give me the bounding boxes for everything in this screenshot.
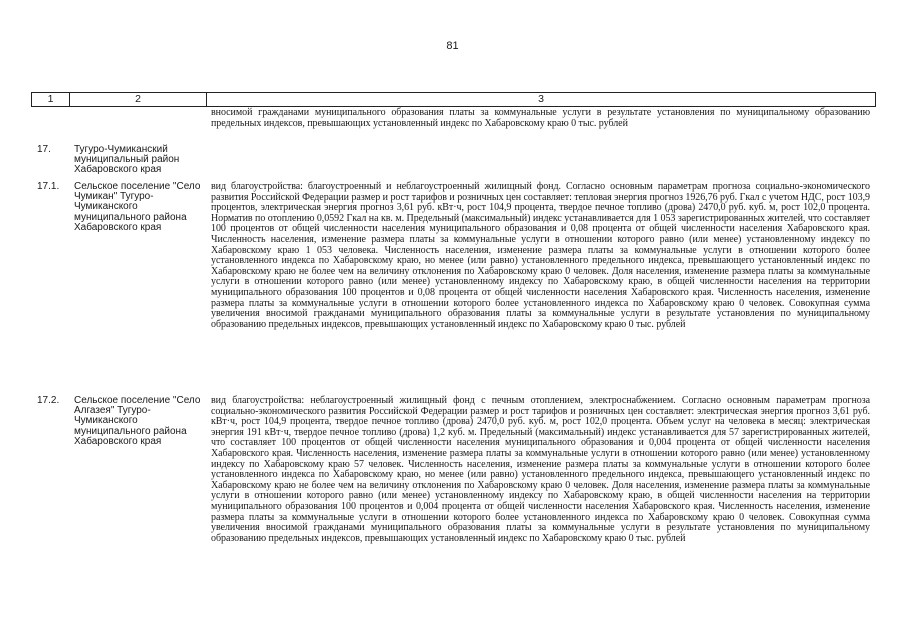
row-description — [206, 145, 876, 182]
municipality-name — [69, 108, 206, 145]
row-description: вид благоустройства: благоустроенный и неблагоустроенный жилищный фонд. Согласно основным параметрам прогноза социально-экономического развития Российской Федерации размер и рост тарифов и розничных цен составляет: тепловая энергия прогноз 1926,76 руб. Гкал с учетом НДС, рост 103,9 процентов, электрическая энергия прогноз 3,61 руб. кВт·ч, рост 104,9 процента, твердое печное топливо (дрова) 2470,0 руб. куб. м, рост 102,0 процента. Норматив по отоплению 0,0592 Гкал на кв. м. Предельный (максимальный) индекс устанавливается для 1 053 зарегистрированных жителей, что составляет 100 процентов от общей численности населения муниципального образования и 0,08 процента от общей численности населения Хабаровского края. Численность населения, изменение размера платы за коммунальные услуги в отношении которого равно (или менее) установленному индексу по Хабаровскому краю 1 053 человека. Численность населения, изменение размера платы за коммунальные услуги в отношении которого более установленного индекса по Хабаровскому краю, но менее (или равно) установленного предельного индекса, превышающего установленный индекс по Хабаровскому краю не более чем на величину отклонения по Хабаровскому краю 0 человек. Доля населения, изменение размера платы за коммунальные услуги в отношении которого равно (или менее) установленному индексу по Хабаровскому краю, в общей численности населения на территории муниципального образования 100 процентов и 0,08 процента от общей численности населения Хабаровского края. Численность населения, изменение размера платы за коммунальные услуги в отношении которого более установленного индекса по Хабаровскому краю 0 человек. Совокупная сумма увеличения вносимой гражданами муниципального образования платы за коммунальные услуги в результате установления по муниципальному образованию предельных индексов, превышающих установленный индекс по Хабаровскому краю 0 тыс. рублей — [211, 181, 870, 330]
table-row — [31, 108, 876, 145]
row-number: 17.2. — [37, 395, 60, 406]
column-header-table — [31, 92, 876, 107]
table-row — [31, 145, 876, 182]
table-row — [31, 396, 876, 616]
municipality-name: Сельское поселение "Село Чумикан" Тугуро-Чумиканского муниципального района Хабаровского края — [74, 181, 201, 233]
municipality-name: Сельское поселение "Село Алгазея" Тугуро-Чумиканского муниципального района Хабаровского края — [74, 395, 201, 447]
row-description: вносимой гражданами муниципального образования платы за коммунальные услуги в результате установления по муниципальному образованию предельных индексов, превышающих установленный индекс по Хабаровскому краю 0 тыс. рублей — [211, 107, 870, 129]
column-header-3: 3 — [207, 93, 876, 107]
row-description: вид благоустройства: неблагоустроенный жилищный фонд с печным отоплением, электроснабжением. Согласно основным параметрам прогноза социально-экономического развития Российской Федерации размер и рост тарифов и розничных цен составляет: электрическая энергия прогноз 3,61 руб. кВт·ч, рост 104,9 процента, твердое печное топливо (дрова) 2470,0 руб. куб. м, рост 102,0 процента. Объем услуг на человека в месяц: электрическая энергия 191 кВт·ч, твердое печное топливо (дрова) 1,2 куб. м. Предельный (максимальный) индекс устанавливается для 57 зарегистрированных жителей, что составляет 100 процентов от общей численности населения муниципального образования и 0,004 процента от общей численности населения Хабаровского края. Численность населения, изменение размера платы за коммунальные услуги в отношении которого равно (или менее) установленному индексу по Хабаровскому краю 57 человек. Численность населения, изменение размера платы за коммунальные услуги в отношении которого более установленного индекса по Хабаровскому краю, но менее (или равно) установленного предельного индекса, превышающего установленный индекс по Хабаровскому краю не более чем на величину отклонения по Хабаровскому краю 0 человек. Доля населения, изменение размера платы за коммунальные услуги в отношении которого равно (или менее) установленному индексу по Хабаровскому краю, в общей численности населения на территории муниципального образования 100 процентов и 0,004 процента от общей численности населения Хабаровского края. Численность населения, изменение размера платы за коммунальные услуги в отношении которого более установленного индекса по Хабаровскому краю 0 человек. Совокупная сумма увеличения вносимой гражданами муниципального образования платы за коммунальные услуги в результате установления по муниципальному образованию предельных индексов, превышающих установленный индекс по Хабаровскому краю 0 тыс. рублей — [211, 395, 870, 544]
column-header-2: 2 — [70, 93, 207, 107]
table-row — [31, 182, 876, 396]
municipality-name: Тугуро-Чумиканский муниципальный район Хабаровского края — [74, 144, 180, 176]
column-header-1: 1 — [32, 93, 70, 107]
column-header-row — [32, 93, 876, 107]
row-number: 17. — [37, 144, 51, 155]
row-number: 17.1. — [37, 181, 60, 192]
table-body — [31, 108, 876, 616]
page-number: 81 — [446, 40, 459, 52]
row-number — [31, 108, 69, 145]
